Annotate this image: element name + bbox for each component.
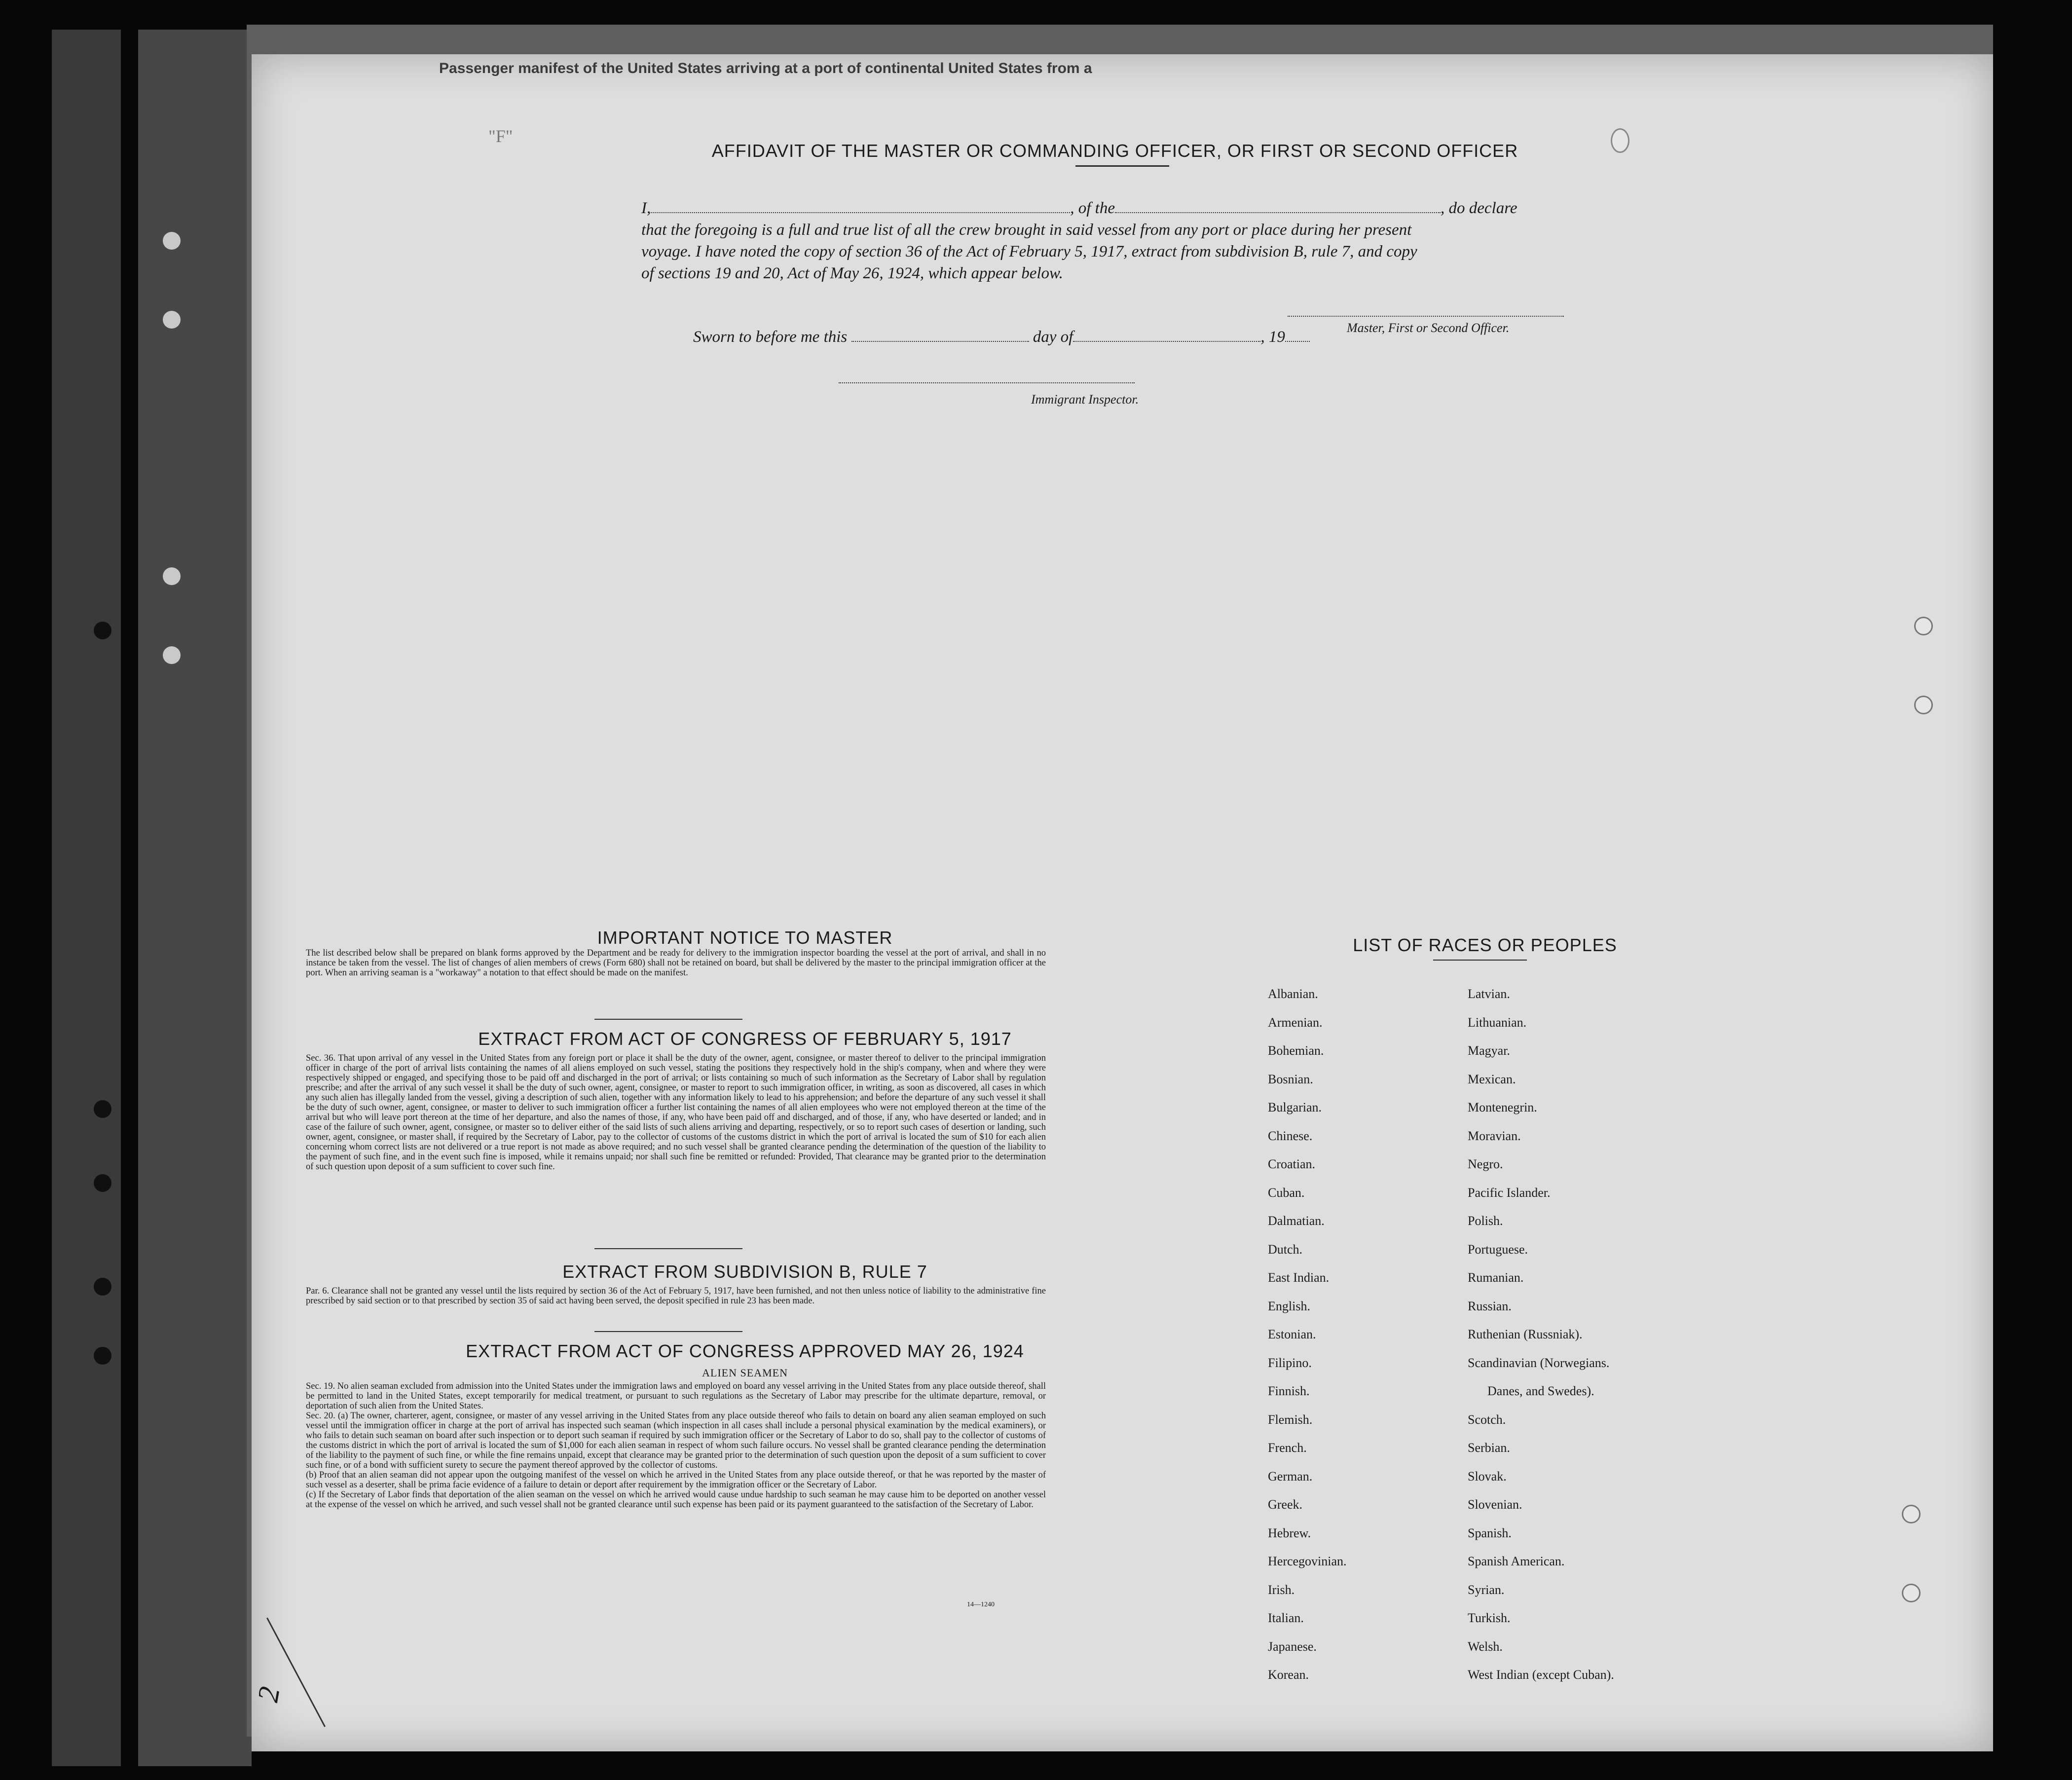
master-signature-label: Master, First or Second Officer.	[1347, 321, 1510, 335]
races-left-column	[1268, 987, 1455, 1707]
race-item: Welsh.	[1468, 1639, 1503, 1654]
binder-hole	[163, 646, 181, 664]
race-item: Dalmatian.	[1268, 1214, 1325, 1228]
race-item: Negro.	[1468, 1157, 1503, 1171]
extract-1924-body	[306, 1381, 1046, 1510]
race-item: Bulgarian.	[1268, 1100, 1322, 1114]
sworn-line: Sworn to before me this day of , 19	[693, 328, 1310, 346]
race-item: Korean.	[1268, 1668, 1309, 1682]
title-rule	[1075, 165, 1169, 167]
races-rule	[1433, 960, 1527, 961]
vessel-name-field[interactable]	[1115, 212, 1441, 213]
race-item: Pacific Islander.	[1468, 1185, 1551, 1200]
race-item: Finnish.	[1268, 1384, 1310, 1398]
declaration-line-1: I, , of the , do declare	[641, 199, 1517, 217]
race-item: Slovak.	[1468, 1469, 1507, 1483]
binder-hole	[94, 1174, 111, 1192]
race-item: Polish.	[1468, 1214, 1503, 1228]
race-item: Turkish.	[1468, 1611, 1511, 1625]
race-item: Flemish.	[1268, 1412, 1313, 1427]
sec20c-text: (c) If the Secretary of Labor finds that deportation of the alien seaman on the vessel on which he arrived would cause undue hardship to such seaman he may cause him to be deported on another vessel at the expense of the vessel on which he arrived, and such vessel shall not be granted clearance until such expense has been paid or its payment guaranteed to the satisfaction of the Secretary of Labor.	[306, 1490, 1046, 1510]
sworn-year-field[interactable]	[1285, 341, 1310, 342]
notice-title: IMPORTANT NOTICE TO MASTER	[597, 927, 893, 948]
affidavit-declaration	[641, 197, 1855, 284]
race-item: Rumanian.	[1468, 1270, 1524, 1285]
race-item: Scandinavian (Norwegians.	[1468, 1355, 1610, 1370]
race-item: French.	[1268, 1441, 1307, 1455]
race-item: Greek.	[1268, 1497, 1303, 1512]
binder-strip-left	[52, 30, 121, 1766]
extract-rule7-title: EXTRACT FROM SUBDIVISION B, RULE 7	[562, 1261, 927, 1282]
race-item: Scotch.	[1468, 1412, 1506, 1427]
page-corner-number: 2	[251, 1684, 286, 1705]
binder-hole	[163, 232, 181, 250]
extract-rule7-text: Par. 6. Clearance shall not be granted any vessel until the lists required by section 36 of the Act of February 5, 1917, have been furnished, and not then unless notice of liability to the administrative fine prescribed by said section or to that prescribed by section 35 of said act having been served, the deposit specified in rule 23 has been made.	[306, 1286, 1046, 1306]
race-item: Italian.	[1268, 1611, 1304, 1625]
extract-1917-text: Sec. 36. That upon arrival of any vessel in the United States from any foreign port or place it shall be the duty of the owner, agent, consignee, or master thereof to deliver to the principal immigration officer in charge of the port of arrival lists containing the names of all aliens employed on such vessel, stating the positions they respectively hold in the ship's company, when and where they were respectively shipped or engaged, and specifying those to be paid off and discharged in the port of arrival; or lists containing so much of such information as the Secretary of Labor shall by regulation prescribe; and after the arrival of any such vessel it shall be the duty of such owner, agent, consignee, or master to report to such immigration officer, in writing, as soon as discovered, all cases in which any such alien has illegally landed from the vessel, giving a description of such alien, together with any information likely to lead to his apprehension; and before the departure of any such vessel it shall be the duty of such owner, agent, consignee, or master to deliver to such immigration officer a further list containing the names of all alien employees who were not employed thereon at the time of the arrival but who will leave port thereon at the time of her departure, and also the names of those, if any, who have been paid off and discharged, and of those, if any, who have deserted or landed; and in case of the failure of such owner, agent, consignee, or master so to deliver either of the said lists of such aliens arriving and departing, respectively, or so to report such cases of desertion or landing, such owner, agent, consignee, or master shall, if required by the Secretary of Labor, pay to the collector of customs of the customs district in which the port of arrival is located the sum of $10 for each alien concerning whom correct lists are not delivered or a true report is not made as above required; and no such vessel shall be granted clearance pending the determination of the question of the liability to the payment of such fine, and in the event such fine is imposed, while it remains unpaid; nor shall such fine be remitted or refunded: Provided, That clearance may be granted prior to the determination of such question upon deposit of a sum sufficient to cover such fine.	[306, 1053, 1046, 1172]
extract-1924-title: EXTRACT FROM ACT OF CONGRESS APPROVED MAY 26, 1924	[466, 1341, 1024, 1361]
form-number: 14—1240	[967, 1601, 995, 1608]
race-item: Hebrew.	[1268, 1525, 1311, 1540]
declaration-line-2: that the foregoing is a full and true list of all the crew brought in said vessel from any port or place during her present	[641, 221, 1412, 239]
race-item: Dutch.	[1268, 1242, 1303, 1257]
notice-text: The list described below shall be prepared on blank forms approved by the Department and be ready for delivery to the immigration inspector boarding the vessel at the port of arrival, and shall in no instance be taken from the vessel. The list of changes of alien members of crews (Form 680) shall not be retained on board, but shall be delivered by the master to the principal immigration officer at the port. When an arriving seaman is a "workaway" a notation to that effect should be made on the manifest.	[306, 948, 1046, 978]
race-item: Spanish.	[1468, 1525, 1512, 1540]
master-signature-line[interactable]	[1288, 316, 1564, 317]
races-title: LIST OF RACES OR PEOPLES	[1353, 935, 1617, 955]
race-item: Moravian.	[1468, 1128, 1521, 1143]
section-rule	[594, 1331, 742, 1332]
race-item: Bosnian.	[1268, 1072, 1313, 1086]
sec19-text: Sec. 19. No alien seaman excluded from admission into the United States under the immigration laws and employed on board any vessel arriving in the United States from any place outside thereof, shall be permitted to land in the United States, except temporarily for medical treatment, or pursuant to such regulations as the Secretary of Labor may prescribe for the ultimate departure, removal, or deportation of such alien from the United States.	[306, 1381, 1046, 1411]
binder-strip-right	[138, 30, 252, 1766]
race-item: Japanese.	[1268, 1639, 1317, 1654]
section-rule	[594, 1019, 742, 1020]
master-name-field[interactable]	[651, 212, 1070, 213]
sec20a-text: Sec. 20. (a) The owner, charterer, agent, consignee, or master of any vessel arriving in the United States from any place outside thereof who fails to detain on board any alien seaman employed on such vessel until the immigration officer in charge at the port of arrival has inspected such seaman (which inspection in all cases shall include a personal physical examination by the medical examiners), or who fails to detain such seaman on board after such inspection or to deport such seaman if required by such immigration officer or the Secretary of Labor to do so, shall pay to the collector of customs of the customs district in which the port of arrival is located the sum of $1,000 for each alien seaman in respect of whom such failure occurs. No vessel shall be granted clearance pending the determination of the liability to the payment of such fine, or while the fine remains unpaid, except that clearance may be granted prior to the determination of such question upon the deposit of a sum sufficient to cover such fine, or of a bond with sufficient surety to secure the payment thereof approved by the collector of customs.	[306, 1411, 1046, 1470]
race-item: Chinese.	[1268, 1128, 1313, 1143]
top-left-mark: "F"	[488, 126, 513, 146]
punch-hole	[1914, 617, 1933, 635]
section-rule	[594, 1248, 742, 1249]
sworn-day-field[interactable]	[851, 341, 1029, 342]
sworn-month-field[interactable]	[1073, 341, 1260, 342]
inspector-signature-line[interactable]	[839, 382, 1135, 383]
race-item: Armenian.	[1268, 1015, 1323, 1030]
sec20b-text: (b) Proof that an alien seaman did not appear upon the outgoing manifest of the vessel on which he arrived in the United States from any place outside thereof, or that he was reported by the master of such vessel as a deserter, shall be prima facie evidence of a failure to detain or deport after requirement by the immigration officer or the Secretary of Labor.	[306, 1470, 1046, 1490]
pencil-stroke	[266, 1618, 326, 1727]
extract-1924-subtitle: ALIEN SEAMEN	[702, 1367, 788, 1379]
race-item: Ruthenian (Russniak).	[1468, 1327, 1583, 1341]
races-right-column	[1468, 987, 1724, 1707]
binder-hole	[163, 311, 181, 329]
top-header-fragment: Passenger manifest of the United States arriving at a port of continental United States from a	[439, 60, 1092, 76]
race-item: East Indian.	[1268, 1270, 1330, 1285]
race-item: Slovenian.	[1468, 1497, 1522, 1512]
race-item: Syrian.	[1468, 1582, 1505, 1597]
race-item: Portuguese.	[1468, 1242, 1528, 1257]
race-item: Montenegrin.	[1468, 1100, 1537, 1114]
race-item: West Indian (except Cuban).	[1468, 1668, 1614, 1682]
race-item: Russian.	[1468, 1298, 1512, 1313]
declaration-line-4: of sections 19 and 20, Act of May 26, 1924, which appear below.	[641, 264, 1063, 282]
race-item: Irish.	[1268, 1582, 1295, 1597]
race-item: English.	[1268, 1298, 1310, 1313]
document-sheet	[252, 54, 1993, 1751]
binder-hole	[94, 1278, 111, 1296]
punch-hole	[1914, 696, 1933, 714]
binder-hole	[94, 1100, 111, 1118]
binder-hole	[163, 567, 181, 585]
race-item: Cuban.	[1268, 1185, 1305, 1200]
race-item: Magyar.	[1468, 1043, 1510, 1058]
race-item: Lithuanian.	[1468, 1015, 1527, 1030]
race-item: Mexican.	[1468, 1072, 1516, 1086]
race-item: Latvian.	[1468, 987, 1510, 1001]
race-item: Estonian.	[1268, 1327, 1316, 1341]
inspector-label: Immigrant Inspector.	[1031, 392, 1139, 407]
race-item: Albanian.	[1268, 987, 1318, 1001]
binder-hole	[94, 622, 111, 639]
race-item: German.	[1268, 1469, 1313, 1483]
punch-hole	[1902, 1505, 1921, 1523]
race-item: Croatian.	[1268, 1157, 1316, 1171]
race-item: Spanish American.	[1468, 1554, 1565, 1568]
race-item: Serbian.	[1468, 1441, 1510, 1455]
affidavit-title: AFFIDAVIT OF THE MASTER OR COMMANDING OFFICER, OR FIRST OR SECOND OFFICER	[711, 141, 1518, 161]
binder-hole	[94, 1347, 111, 1365]
race-item: Filipino.	[1268, 1355, 1312, 1370]
declaration-line-3: voyage. I have noted the copy of section 36 of the Act of February 5, 1917, extract from subdivision B, rule 7, and copy	[641, 243, 1417, 260]
race-item: Hercegovinian.	[1268, 1554, 1347, 1568]
punch-hole	[1902, 1584, 1921, 1602]
extract-1917-title: EXTRACT FROM ACT OF CONGRESS OF FEBRUARY 5, 1917	[478, 1029, 1012, 1049]
race-item: Danes, and Swedes).	[1487, 1384, 1594, 1398]
race-item: Bohemian.	[1268, 1043, 1324, 1058]
